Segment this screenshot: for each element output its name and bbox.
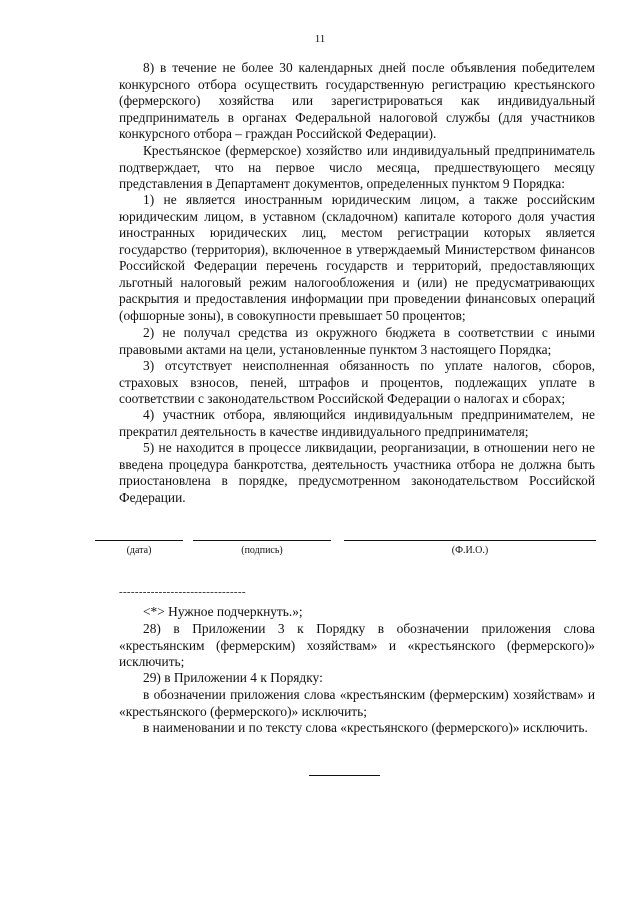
paragraph-item-4: 4) участник отбора, являющийся индивидуальным предпринимателем, не прекратил деятельность в качестве индивидуального предпринимателя;	[119, 407, 595, 439]
paragraph-item-2: 2) не получал средства из окружного бюджета в соответствии с иными правовыми актами на цели, установленные пунктом 3 настоящего Порядка;	[119, 325, 595, 357]
paragraph-item-1: 1) не является иностранным юридическим лицом, а также российским юридическим лицом, в уставном (складочном) капитале которого доля участия иностранных юридических лиц, местом регистрации которых является государство (территория), включенное в утверждаемый Министерством финансов Российской Федерации перечень государств и территорий, предоставляющих льготный налоговый режим налогообложения и (или) не предусматривающих раскрытия и предоставления информации при проведении финансовых операций (офшорные зоны), в совокупности превышает 50 процентов;	[119, 192, 595, 323]
paragraph-confirmation: Крестьянское (фермерское) хозяйство или индивидуальный предприниматель подтверждает, что на первое число месяца, предшествующего месяцу представления в Департамент документов, определенных пунктом 9 Порядка:	[119, 143, 595, 191]
paragraph-item-3: 3) отсутствует неисполненная обязанность по уплате налогов, сборов, страховых взносов, пеней, штрафов и процентов, подлежащих уплате в соответствии с законодательством Российской Федерации о налогах и сборах;	[119, 358, 595, 406]
amendment-29: 29) в Приложении 4 к Порядку:	[143, 670, 323, 685]
page-number: 11	[314, 33, 326, 45]
end-of-document-line	[309, 775, 380, 776]
paragraph-item-8: 8) в течение не более 30 календарных дней после объявления победителем конкурсного отбора осуществить государственную регистрацию крестьянского (фермерского) хозяйства или зарегистрироваться как индивидуальный предприниматель в органах Федеральной налоговой службы (для участников конкурсного отбора – граждан Российской Федерации).	[119, 60, 595, 141]
sign-signature-line	[193, 540, 331, 541]
amendment-29-designation: в обозначении приложения слова «крестьянским (фермерским) хозяйствам» и «крестьянского (фермерского)» исключить;	[119, 687, 595, 719]
footnote-separator: --------------------------------	[119, 586, 246, 598]
paragraph-item-5: 5) не находится в процессе ликвидации, реорганизации, в отношении него не введена процедура банкротства, деятельность участника отбора не должна быть приостановлена в порядке, предусмотренном законодательством Российской Федерации.	[119, 440, 595, 505]
footnote-note: <*> Нужное подчеркнуть.»;	[143, 604, 303, 619]
date-label: (дата)	[126, 545, 152, 556]
name-label: (Ф.И.О.)	[451, 545, 489, 556]
name-signature-line	[344, 540, 596, 541]
sign-label: (подпись)	[241, 545, 283, 556]
date-signature-line	[95, 540, 183, 541]
amendment-29-title-text: в наименовании и по тексту слова «крестьянского (фермерского)» исключить.	[143, 720, 588, 735]
amendment-28: 28) в Приложении 3 к Порядку в обозначении приложения слова «крестьянским (фермерским) хозяйствам» и «крестьянского (фермерского)» исключить;	[119, 621, 595, 669]
